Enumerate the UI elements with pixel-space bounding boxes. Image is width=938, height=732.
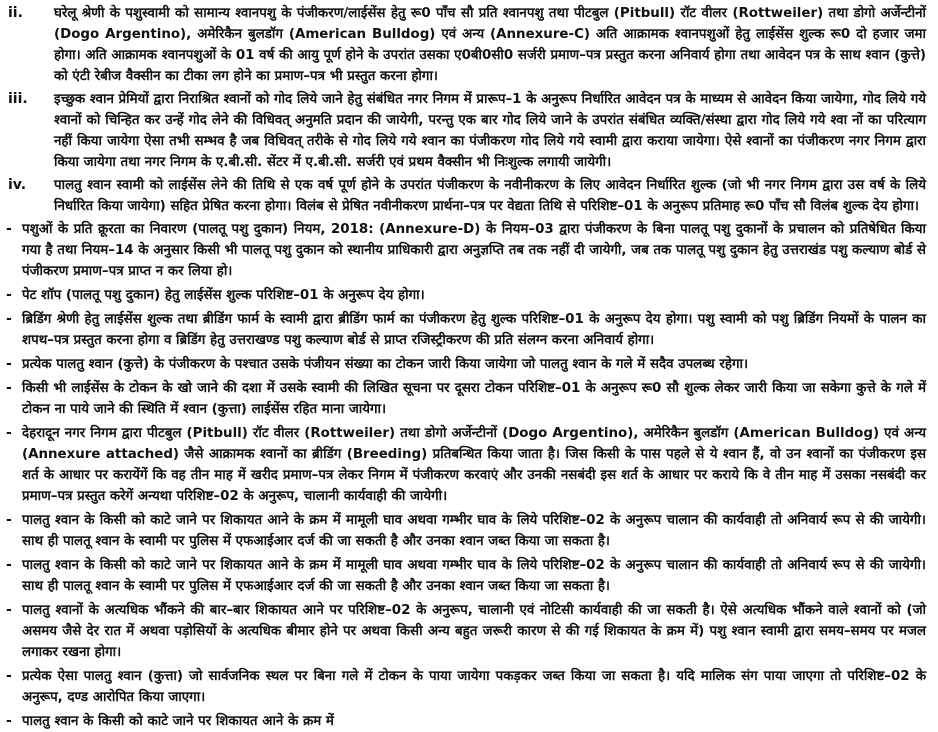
bullet-marker: - bbox=[6, 602, 12, 618]
paragraph-marker: iv. bbox=[8, 177, 27, 193]
bullet-marker: - bbox=[6, 287, 12, 303]
bullet-lost-token bbox=[4, 378, 926, 420]
bullet-marker: - bbox=[6, 311, 12, 327]
bullet-text: पालतु श्वानों के अत्यधिक भौंकने की बार–बार शिकायत आने पर परिशिष्ट–02 के अनुरूप, चालानी एवं नोटिसी कार्यवाही की जा सकती है। ऐसे अत्यधिक भौंकने वाले श्वानों को (जो असमय जैसे देर रात में अथवा पड़ोसियों के अत्यधिक बीमार होने पर अथवा किसी अन्य बहुत जरूरी कारण से की गई शिकायत के क्रम में) पशु श्वान स्वामी द्वारा समय–समय पर मजल लगाकर रखना होगा। bbox=[22, 603, 926, 660]
bullet-bite-complaint-repeat bbox=[4, 555, 926, 597]
bullet-marker: - bbox=[6, 380, 12, 396]
bullet-breeding-fee bbox=[4, 309, 926, 351]
numbered-paragraph-ii bbox=[4, 3, 926, 87]
bullet-text: पेट शॉप (पालतू पशु दुकान) हेतु लाईसेंस शुल्क परिशिष्ट–01 के अनुरूप देय होगा। bbox=[22, 288, 425, 303]
paragraph-text: पालतु श्वान स्वामी को लाईसेंस लेने की तिथि से एक वर्ष पूर्ण होने के उपरांत पंजीकरण के नवीनीकरण के लिए आवेदन निर्धारित शुल्क (जो भी नगर निगम द्वारा उस वर्ष के लिये निर्धारित किया जायेगा) सहित प्रेषित करना होगा। विलंब से प्रेषित नवीनीकरण प्रार्थना–पत्र पर वेद्यता तिथि से परिशिष्ट–01 के अनुरूप प्रतिमाह रू0 पाँच सौ विलंब शुल्क देय होगा। bbox=[54, 178, 926, 214]
paragraph-marker: ii. bbox=[8, 5, 23, 21]
bullet-marker: - bbox=[6, 512, 12, 528]
bullet-marker: - bbox=[6, 221, 12, 237]
numbered-paragraph-iii bbox=[4, 89, 926, 173]
bullet-text: पालतु श्वान के किसी को काटे जाने पर शिकायत आने के क्रम में मामूली घाव अथवा गम्भीर घाव के लिये परिशिष्ट–02 के अनुरूप चालान की कार्यवाही तो अनिवार्य रूप से की जायेगी। साथ ही पालतू श्वान के स्वामी पर पुलिस में एफआईआर दर्ज की जा सकती है और उनका श्वान जब्त किया जा सकता है। bbox=[22, 513, 926, 549]
bullet-marker: - bbox=[6, 557, 12, 573]
bullet-text: प्रत्येक ऐसा पालतु श्वान (कुत्ता) जो सार्वजनिक स्थल पर बिना गले में टोकन के पाया जायेगा पकड़कर जब्त किया जा सकता है। यदि मालिक संग पाया जाएगा तो परिशिष्ट–02 के अनुरूप, दण्ड आरोपित किया जाएगा। bbox=[22, 669, 926, 705]
paragraph-text: इच्छुक श्वान प्रेमियों द्वारा निराश्रित श्वानों को गोद लिये जाने हेतु संबंधित नगर निगम में प्रारूप–1 के अनुरूप निर्धारित आवेदन पत्र के माध्यम से आवेदन किया जायेगा, गोद लिये गये श्वानों को चिन्हित कर उन्हें गोद लेने की विधिवत् अनुमति प्रदान की जायेगी, परन्तु एक बार गोद लिये जाने के उपरांत संबंधित व्यक्ति/संस्था द्वारा गोद लिये गये श्वा नों का परित्याग नहीं किया जायेगा ऐसा तभी सम्भव है जब विधिवत् तरीके से गोद लिये गये श्वान का पंजीकरण गोद लिये गये स्वामी द्वारा कराया जायेगा। ऐसे श्वानों का पंजीकरण नगर निगम द्वारा किया जायेगा तथा नगर निगम के ए.बी.सी. सेंटर में ए.बी.सी. सर्जरी एवं प्रथम वैक्सीन भी निःशुल्क लगायी जायेगी। bbox=[54, 92, 926, 170]
bullet-text: देहरादून नगर निगम द्वारा पीटबुल (Pitbull) रॉट वीलर (Rottweiler) तथा डोगो अर्जेन्टीनों (Dogo Argentino), अमेरिकैन बुलडॉग (American Bulldog) एवं अन्य (Annexure attached) जैसे आक्रामक श्वानों का ब्रीडिंग (Breeding) प्रतिबन्धित किया जाता है। जिस किसी के पास पहले से ये श्वान हैं, वो उन श्वानों का पंजीकरण इस शर्त के आधार पर करायेंगें कि वह तीन माह में खरीद प्रमाण–पत्र लेकर निगम में पंजीकरण करवाएं और उनकी नसबंदी इस शर्त के आधार पर कराये कि वे तीन माह में उसका नसबंदी कर प्रमाण–पत्र प्रस्तुत करेगें अन्यथा परिशिष्ट–02 के अनुरूप, चालानी कार्यवाही की जायेगी। bbox=[22, 426, 926, 504]
bullet-text: किसी भी लाईसेंस के टोकन के खो जाने की दशा में उसके स्वामी की लिखित सूचना पर दूसरा टोकन परिशिष्ट–01 के अनुरूप रू0 सौ शुल्क लेकर जारी किया जा सकेगा कुत्ते के गले में टोकन ना पाये जाने की स्थिति में श्वान (कुत्ता) लाईसेंस रहित माना जायेगा। bbox=[22, 381, 926, 417]
bullet-marker: - bbox=[6, 356, 12, 372]
bullet-text: पालतु श्वान के किसी को काटे जाने पर शिकायत आने के क्रम में bbox=[22, 714, 334, 729]
bullet-pet-shop-fee bbox=[4, 285, 926, 306]
bullet-text: प्रत्येक पालतु श्वान (कुत्ते) के पंजीकरण के पश्चात उसके पंजीयन संख्या का टोकन जारी किया जायेगा जो पालतु श्वान के गले में सदैव उपलब्ध रहेगा। bbox=[22, 357, 749, 372]
bullet-text: ब्रिडिंग श्रेणी हेतु लाईसेंस शुल्क तथा ब्रीडिंग फार्म के स्वामी द्वारा ब्रीडिंग फार्म का पंजीकरण हेतु शुल्क परिशिष्ट–01 के अनुरूप देय होगा। पशु स्वामी को पशु ब्रिडिंग नियमों के पालन का शपथ–पत्र प्रस्तुत करना होगा व ब्रिडिंग हेतु उत्तराखण्ड पशु कल्याण बोर्ड से प्राप्त रजिस्ट्रीकरण की प्रति संलग्न करना अनिवार्य होगा। bbox=[22, 312, 926, 348]
bullet-text: पालतु श्वान के किसी को काटे जाने पर शिकायत आने के क्रम में मामूली घाव अथवा गम्भीर घाव के लिये परिशिष्ट–02 के अनुरूप चालान की कार्यवाही तो अनिवार्य रूप से की जायेगी। साथ ही पालतू श्वान के स्वामी पर पुलिस में एफआईआर दर्ज की जा सकती है और उनका श्वान जब्त किया जा सकता है। bbox=[22, 558, 926, 594]
bullet-pet-shop-rules bbox=[4, 219, 926, 282]
bullet-bite-complaint bbox=[4, 510, 926, 552]
bullet-marker: - bbox=[6, 668, 12, 684]
paragraph-marker: iii. bbox=[8, 91, 28, 107]
bullet-text: पशुओं के प्रति क्रूरता का निवारण (पालतू पशु दुकान) नियम, 2018: (Annexure-D) के नियम–03 द्वारा पंजीकरण के बिना पालतू पशु दुकानों के प्रचालन को प्रतिषेधित किया गया है तथा नियम–14 के अनुसार किसी भी पालतू पशु दुकान को स्थानीय प्राधिकारी द्वारा अनुज्ञप्ति तब तक नहीं दी जायेगी, जब तक पालतू पशु दुकान हेतु उत्तराखंड पशु कल्याण बोर्ड से पंजीकरण प्रमाण–पत्र प्राप्त न कर लिया हो। bbox=[22, 222, 926, 279]
bullet-barking-complaint bbox=[4, 600, 926, 663]
bullet-cut-off bbox=[4, 711, 926, 729]
numbered-paragraph-iv bbox=[4, 175, 926, 217]
bullet-marker: - bbox=[6, 425, 12, 441]
paragraph-text: घरेलू श्रेणी के पशुस्वामी को सामान्य श्वानपशु के पंजीकरण/लाईसेंस हेतु रू0 पाँच सौ प्रति श्वानपशु तथा पीटबुल (Pitbull) रॉट वीलर (Rottweiler) तथा डोगो अर्जेन्टीनों (Dogo Argentino), अमेरिकैन बुलडॉग (American Bulldog) एवं अन्य (Annexure-C) अति आक्रामक श्वानपशुओं हेतु लाईसेंस शुल्क रू0 दो हजार जमा होगा। अति आक्रामक श्वानपशुओं के 01 वर्ष की आयु पूर्ण होने के उपरांत उसका ए0बी0सी0 सर्जरी प्रमाण–पत्र प्रस्तुत करना अनिवार्य होगा तथा आवेदन पत्र के साथ श्वान (कुत्ते) को एंटी रेबीज वैक्सीन का टीका लग होने का प्रमाण–पत्र भी प्रस्तुत करना होगा। bbox=[54, 6, 926, 84]
bullet-aggressive-breeds bbox=[4, 423, 926, 507]
bullet-token-issue bbox=[4, 354, 926, 375]
bullet-public-place-token bbox=[4, 666, 926, 708]
bullet-marker: - bbox=[6, 713, 12, 729]
